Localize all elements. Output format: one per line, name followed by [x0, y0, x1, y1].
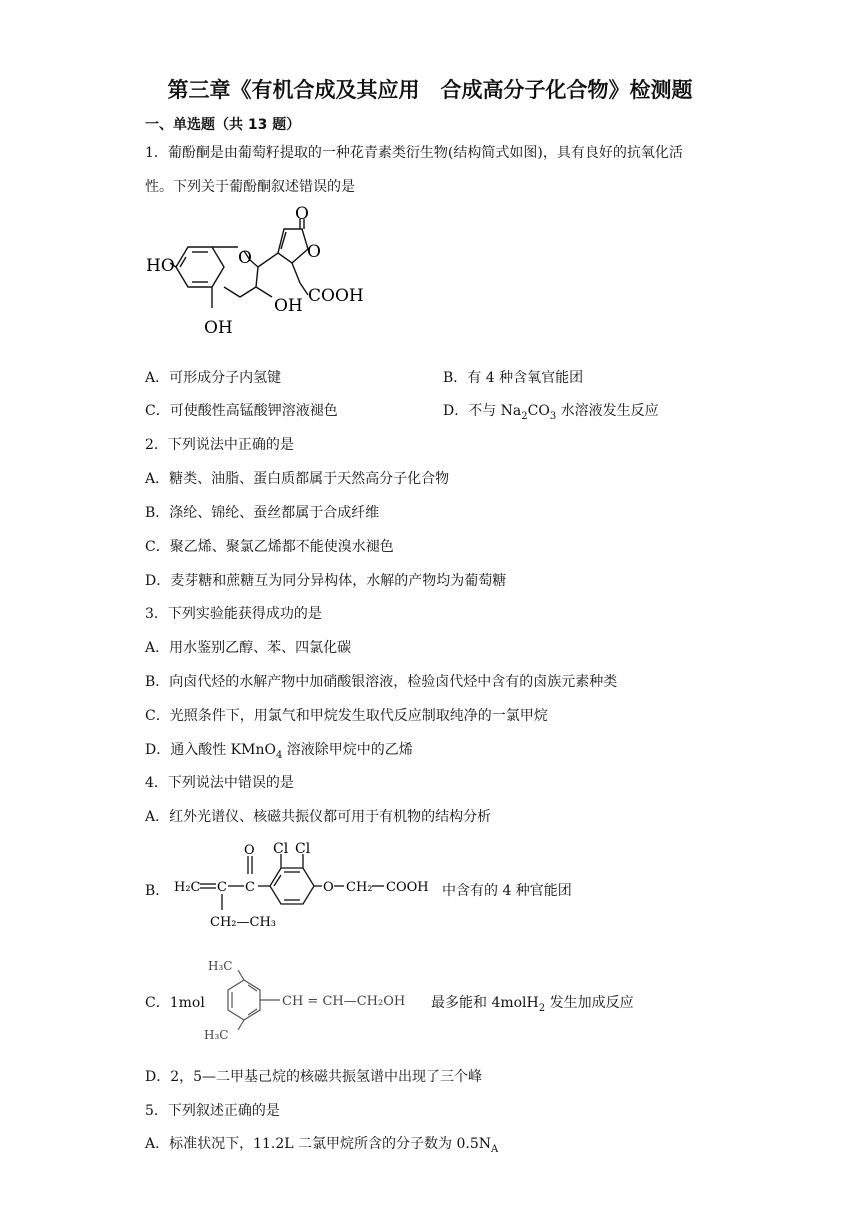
q3-option-c: C．光照条件下，用氯气和甲烷发生取代反应制取纯净的一氯甲烷: [145, 708, 548, 724]
q2-stem: 2．下列说法中正确的是: [145, 437, 294, 453]
q2-option-b: B．涤纶、锦纶、蚕丝都属于合成纤维: [145, 505, 380, 521]
q4c-chain: CH = CH—CH₂OH: [282, 994, 406, 1009]
q4-stem: 4．下列说法中错误的是: [145, 775, 294, 791]
q4-option-c-structure: [200, 952, 425, 1044]
q1-option-c: C．可使酸性高锰酸钾溶液褪色: [145, 403, 338, 419]
q4b-cl2: Cl: [295, 841, 311, 857]
q1-option-d: D．不与 $Na_2CO_3$ 水溶液发生反应: [443, 403, 659, 422]
q4-option-b-structure: [170, 838, 442, 938]
q4b-ch2: CH₂: [346, 880, 373, 895]
q4-option-c-label: C．1mol: [145, 995, 205, 1011]
q3-stem: 3．下列实验能获得成功的是: [145, 606, 322, 622]
q2-option-a: A．糖类、油脂、蛋白质都属于天然高分子化合物: [145, 471, 450, 487]
q4b-ethyl: CH₂—CH₃: [210, 915, 276, 930]
q2-option-d: D．麦芽糖和蔗糖互为同分异构体，水解的产物均为葡萄糖: [145, 573, 507, 589]
q4-option-b-text: 中含有的 4 种官能团: [442, 883, 572, 899]
q4b-o-ether: O: [323, 880, 334, 895]
q1-stem-line1: 1．葡酚酮是由葡萄籽提取的一种花青素类衍生物(结构简式如图)，具有良好的抗氧化活: [145, 145, 683, 161]
q3-option-d: D．通入酸性 KMnO$_4$ 溶液除甲烷中的乙烯: [145, 742, 413, 761]
q4b-c2: C: [245, 880, 255, 895]
q1-label-oh-ring: OH: [274, 296, 303, 316]
q4-option-b-label: B．: [145, 883, 170, 899]
q1-option-b: B．有 4 种含氧官能团: [443, 370, 584, 386]
q1-stem-line2: 性。下列关于葡酚酮叙述错误的是: [145, 179, 355, 195]
q4-option-a: A．红外光谱仪、核磁共振仪都可用于有机物的结构分析: [145, 809, 492, 825]
q4-option-c-text: 最多能和 4molH$_2$ 发生加成反应: [431, 995, 634, 1014]
q4b-c1: C: [217, 880, 227, 895]
q4b-cooh: COOH: [386, 880, 429, 895]
q1-label-oh-bottom: OH: [204, 318, 233, 338]
q1-label-o-lactone: O: [307, 242, 321, 262]
q4c-methyl-top: H₃C: [208, 959, 233, 973]
q4b-cl1: Cl: [273, 841, 289, 857]
q1-label-o-ring: O: [238, 248, 252, 268]
q1-label-o-keto: O: [295, 205, 309, 224]
q3-option-b: B．向卤代烃的水解产物中加硝酸银溶液，检验卤代烃中含有的卤族元素种类: [145, 674, 618, 690]
q4-option-d: D．2，5—二甲基己烷的核磁共振氢谱中出现了三个峰: [145, 1069, 483, 1085]
q4b-h2c: H₂C: [174, 880, 201, 895]
q2-option-c: C．聚乙烯、聚氯乙烯都不能使溴水褪色: [145, 539, 394, 555]
q1-label-cooh: COOH: [308, 286, 364, 306]
q1-option-a: A．可形成分子内氢键: [145, 370, 282, 386]
document-title: 第三章《有机合成及其应用 合成高分子化合物》检测题: [167, 78, 693, 102]
q4c-methyl-bottom: H₃C: [204, 1028, 229, 1042]
q1-label-ho: HO: [146, 256, 175, 276]
section-heading: 一、单选题（共 13 题）: [145, 117, 301, 133]
q5-stem: 5．下列叙述正确的是: [145, 1103, 280, 1119]
q5-option-a: A．标准状况下，11.2L 二氯甲烷所含的分子数为 $0.5N_A$: [145, 1136, 499, 1155]
q3-option-a: A．用水鉴别乙醇、苯、四氯化碳: [145, 640, 352, 656]
q4b-o-keto: O: [244, 843, 255, 858]
q1-structure-diagram: [140, 205, 380, 350]
